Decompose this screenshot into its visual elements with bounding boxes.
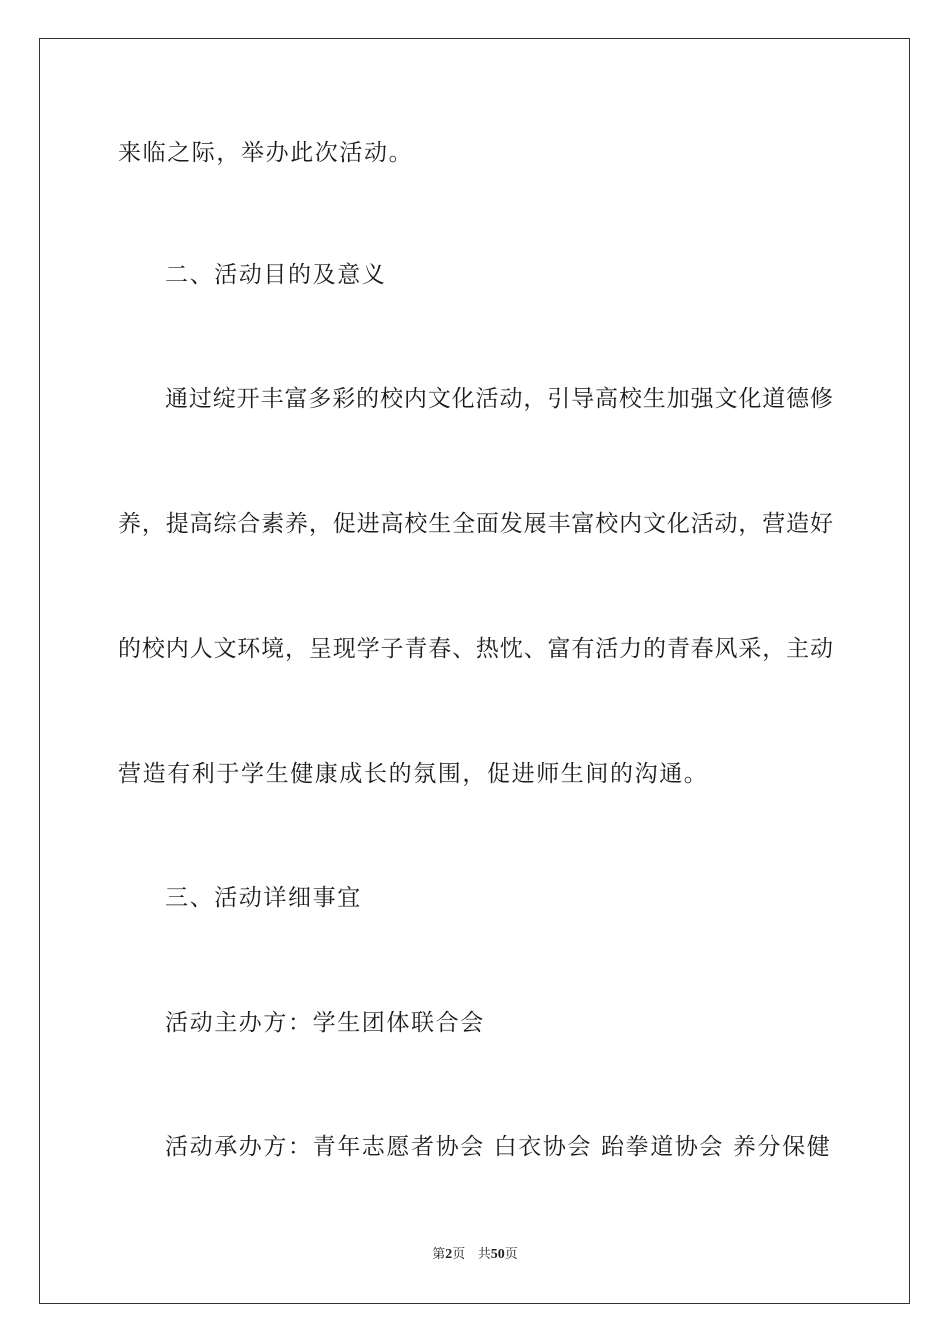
footer-total-pages: 50: [490, 1247, 505, 1262]
page-footer: [0, 1247, 950, 1263]
paragraph-line-4: 养，提高综合素养，促进高校生全面发展丰富校内文化活动，营造好: [118, 511, 833, 537]
organizer-line: 活动主办方：学生团体联合会: [165, 1010, 485, 1036]
paragraph-line-5: 的校内人文环境，呈现学子青春、热忱、富有活力的青春风采，主动: [118, 636, 833, 662]
paragraph-line-1: 来临之际，举办此次活动。: [118, 140, 414, 166]
section-heading-2: 二、活动目的及意义: [165, 262, 387, 288]
footer-total-unit: 页: [504, 1247, 518, 1262]
paragraph-line-6: 营造有利于学生健康成长的氛围，促进师生间的沟通。: [118, 761, 709, 787]
footer-total-prefix: 共: [477, 1247, 491, 1262]
page-border: [39, 38, 910, 1304]
section-heading-3: 三、活动详细事宜: [165, 885, 362, 911]
footer-page-unit: 页: [452, 1247, 466, 1262]
co-organizer-line: 活动承办方：青年志愿者协会 白衣协会 跆拳道协会 养分保健: [165, 1134, 832, 1160]
footer-page-prefix: 第: [432, 1247, 446, 1262]
paragraph-line-3: 通过绽开丰富多彩的校内文化活动，引导高校生加强文化道德修: [165, 386, 833, 412]
footer-page-number: 2: [445, 1247, 453, 1262]
